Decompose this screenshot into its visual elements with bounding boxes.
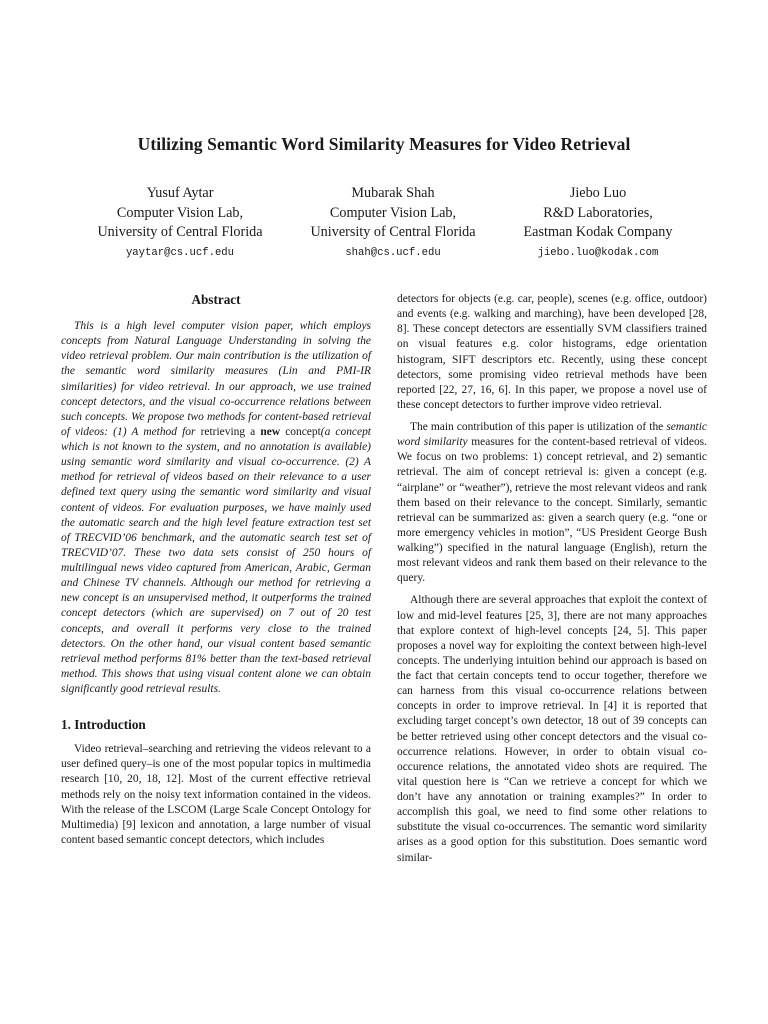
author-block-2 — [283, 184, 503, 263]
paper-title: Utilizing Semantic Word Similarity Measures for Video Retrieval — [137, 134, 631, 154]
emphasis-term: semantic word similarity — [397, 421, 707, 449]
author-name: Yusuf Aytar — [146, 185, 214, 201]
author-affiliation: R&D Laboratories, — [543, 204, 653, 221]
intro-paragraph-continued: detectors for objects (e.g. car, people), scenes (e.g. office, outdoor) and events (e.g. walking and marching), have been developed [28, 8]. These concept detectors are essentially SVM classifiers trained on visual features e.g. color histograms, edge orientation histogram, SIFT descriptors etc. Recently, using these concept detectors, some promising video retrieval methods have been reported [22, 27, 16, 6]. In this paper, we propose a novel use of these concept detectors to further improve video retrieval. — [397, 293, 707, 411]
right-column — [397, 292, 707, 873]
author-block-1 — [70, 184, 290, 263]
author-affiliation: University of Central Florida — [310, 224, 476, 240]
abstract-heading: Abstract — [191, 292, 241, 307]
author-affiliation: University of Central Florida — [97, 224, 263, 240]
author-affiliation: Computer Vision Lab, — [116, 204, 244, 221]
author-block-3 — [488, 184, 708, 263]
contribution-paragraph: The main contribution of this paper is utilization of the semantic word similarity measures for the content-based retrieval of videos. We focus on two problems: 1) concept retrieval, and 2) semantic retrieval. The aim of concept retrieval is: given a concept (e.g. “airplane” or “weather”), retrieve the most relevant videos and rank them based on their relevance to the concept. Similarly, semantic retrieval can be summarized as: given a search query (e.g. “one or more emergency vehicles in motion”, “US President George Bush walking”) specified in the natural language (English), return the most relevant videos and rank them based on their relevance to the query. — [397, 421, 707, 585]
left-column — [61, 292, 371, 855]
new-emphasis: new — [260, 425, 281, 438]
author-email: shah@cs.ucf.edu — [345, 246, 441, 259]
author-affiliation: Eastman Kodak Company — [523, 224, 673, 240]
author-name: Mubarak Shah — [351, 185, 435, 201]
author-affiliation: Computer Vision Lab, — [329, 204, 457, 221]
section-heading-introduction: 1. Introduction — [61, 717, 146, 733]
abstract-text: This is a high level computer vision paper, which employs concepts from Natural Language Understanding in solving the video retrieval problem. Our main contribution is the utilization of the semantic word similarity measures (Lin and PMI-IR similarities) for video retrieval. In our approach, we use trained concept detectors, and the visual co-occurrence relations between such concepts. We propose two methods for content-based retrieval of videos: (1) A method for retrieving a new concept(a concept which is not known to the system, and no annotation is available) using semantic word similarity and visual co-occurrence. (2) A method for retrieval of videos based on their relevance to a user defined text query using the semantic word similarity and visual content of videos. For evaluation purposes, we have mainly used the automatic search and the high level feature extraction test set of TRECVID’06 benchmark, and the automatic search test set of TRECVID’07. These two data sets consist of 250 hours of multilingual news video captured from American, Arabic, German and Chinese TV channels. Although our method for retrieving a new concept is an unsupervised method, it outperforms the trained concept detectors (which are supervised) on 7 out of 20 test concepts, and overall it performs very close to the trained detectors. On the other hand, our visual content based semantic retrieval method performs 81% better than the text-based retrieval method. This shows that using visual content alone we can obtain significantly good retrieval results. — [61, 320, 371, 695]
author-name: Jiebo Luo — [569, 185, 627, 201]
intro-paragraph: Video retrieval–searching and retrieving the videos relevant to a user defined query–is one of the most popular topics in multimedia research [10, 20, 18, 12]. Most of the current effective retrieval methods rely on the noisy text information contained in the videos. With the release of the LSCOM (Large Scale Concept Ontology for Multimedia) [9] lexicon and annotation, a large number of visual content based semantic concept detectors, which includes — [61, 743, 371, 846]
context-paragraph: Although there are several approaches that exploit the context of low and mid-level features [25, 3], there are not many approaches that explore context of high-level concepts [24, 5]. This paper proposes a novel way for exploiting the context between high-level concepts. The underlying intuition behind our approach is based on the fact that certain concepts tend to occur together, therefore we can harness from this visual co-occurrence relations between concepts in order to improve retrieval. In [4] it is reported that excluding target concept’s own detector, 18 out of 39 concepts can be better retrieved using other concept detectors and the visual co-occurrence relations. However, in order to obtain visual co-occurence relations, the annotated video shots are required. The vital question here is “Can we retrieve a concept for which we don’t have any annotation or training examples?” In order to accomplish this goal, we need to find some other relations to substitute the visual co-occurrences. The semantic word similarity arises as a good option for this substitution. Does semantic word similar- — [397, 594, 707, 864]
author-email: jiebo.luo@kodak.com — [537, 246, 659, 259]
author-email: yaytar@cs.ucf.edu — [125, 246, 235, 259]
